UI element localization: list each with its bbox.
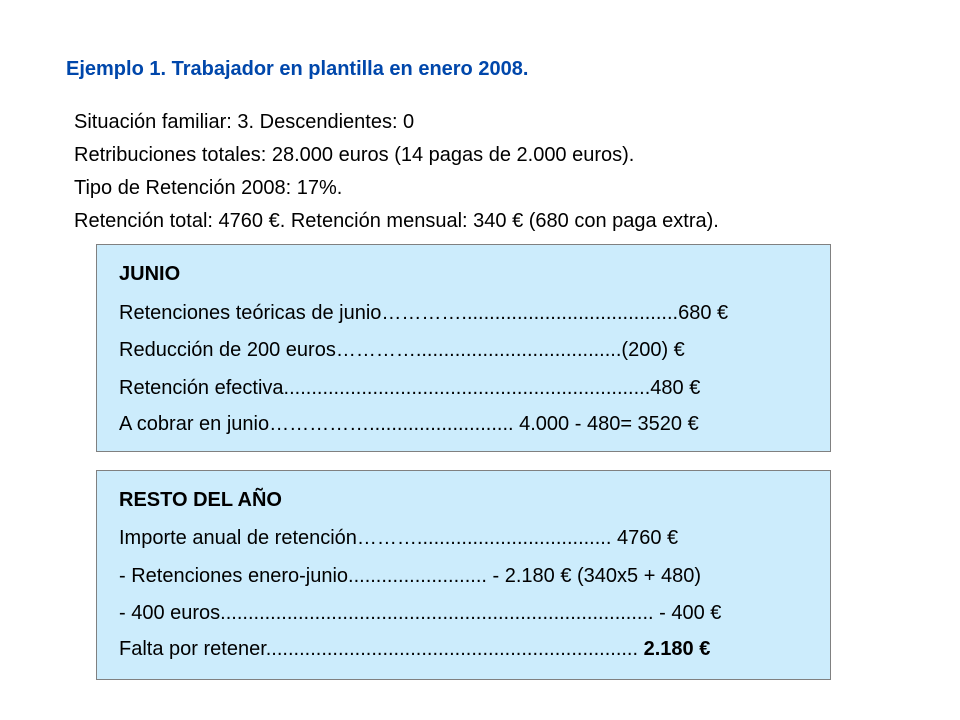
info-situacion-familiar: Situación familiar: 3. Descendientes: 0 (74, 111, 415, 133)
page-title: Ejemplo 1. Trabajador en plantilla en enero 2008. (66, 58, 529, 80)
junio-row-retenciones-teoricas: Retenciones teóricas de junio………….......................................680 € (119, 302, 729, 324)
info-retribuciones: Retribuciones totales: 28.000 euros (14 pagas de 2.000 euros). (74, 144, 635, 166)
junio-row-a-cobrar: A cobrar en junio…………….......................... 4.000 - 480= 3520 € (119, 413, 699, 435)
info-tipo-retencion: Tipo de Retención 2008: 17%. (74, 177, 343, 199)
junio-row-reduccion: Reducción de 200 euros………….....................................(200) € (119, 339, 685, 361)
resto-heading: RESTO DEL AÑO (119, 489, 282, 511)
resto-row-importe-anual: Importe anual de retención………................................... 4760 € (119, 527, 679, 549)
junio-heading: JUNIO (119, 263, 181, 285)
resto-box (96, 470, 831, 680)
info-retencion-total: Retención total: 4760 €. Retención mensual: 340 € (680 con paga extra). (74, 210, 719, 232)
resto-row-400-euros: - 400 euros.............................................................................. - 400 € (119, 602, 722, 624)
falta-total-value: 2.180 € (643, 638, 711, 660)
junio-row-retencion-efectiva: Retención efectiva..................................................................480 € (119, 377, 701, 399)
falta-label: Falta por retener................................................................... (119, 638, 639, 660)
resto-row-falta-por-retener (119, 638, 710, 661)
junio-box (96, 244, 831, 452)
info-block (74, 106, 719, 238)
resto-row-retenciones-enero-junio: - Retenciones enero-junio......................... - 2.180 € (340x5 + 480) (119, 565, 701, 587)
